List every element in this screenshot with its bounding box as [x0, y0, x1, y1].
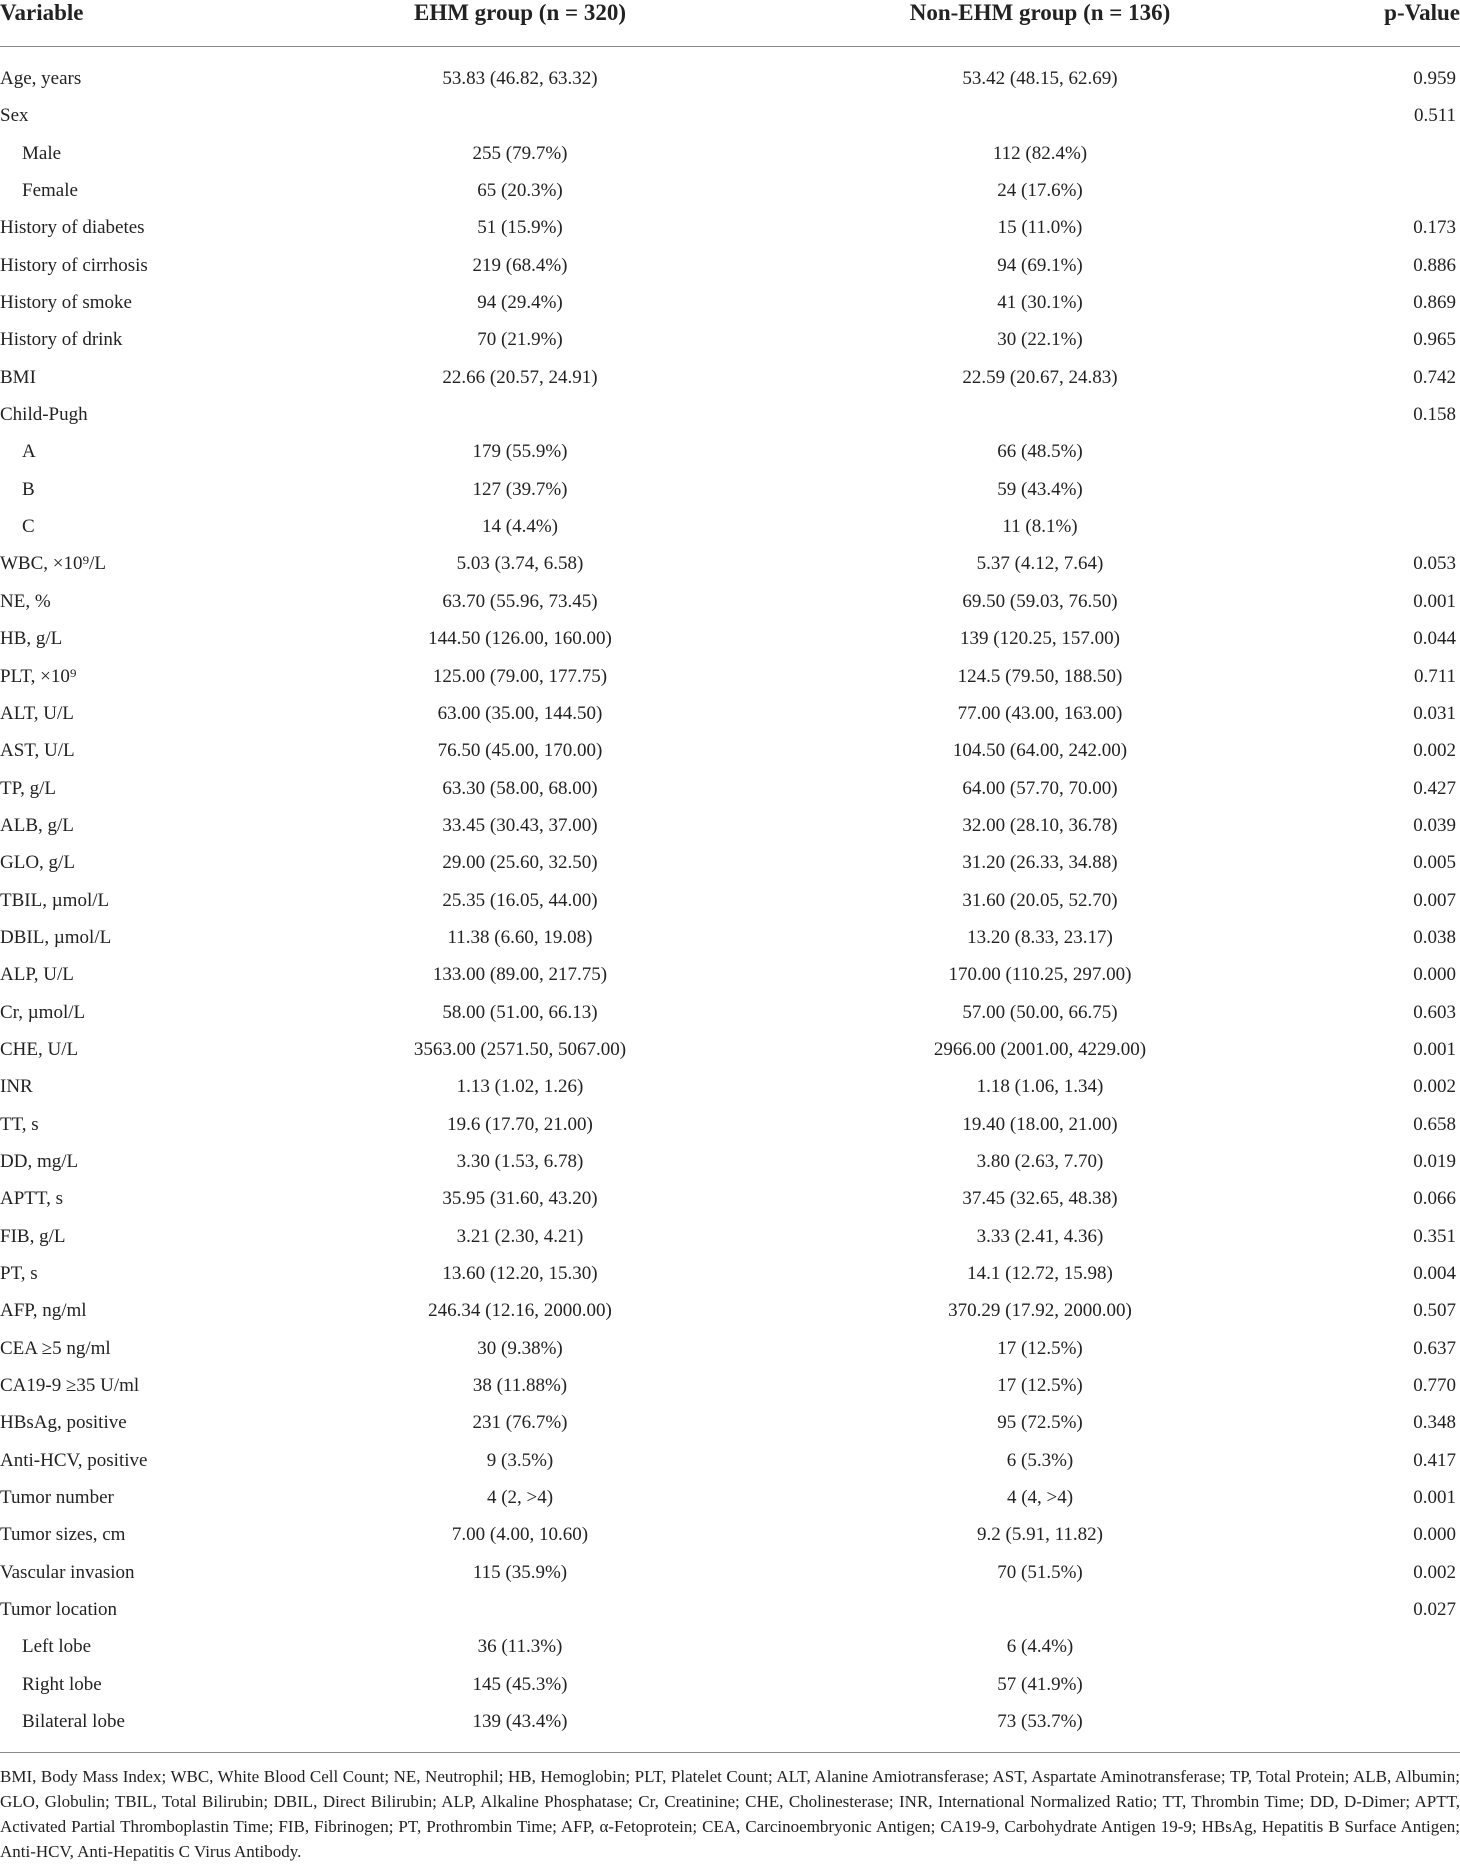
- table-row: [0, 284, 1460, 321]
- row-ehm-value: 255 (79.7%): [472, 142, 568, 164]
- row-variable: AFP, ng/ml: [0, 1300, 87, 1322]
- row-variable: Female: [22, 180, 78, 202]
- row-variable: GLO, g/L: [0, 852, 75, 874]
- table-row: [0, 1031, 1460, 1068]
- row-ehm-value: 144.50 (126.00, 160.00): [428, 628, 612, 650]
- row-ehm-value: 29.00 (25.60, 32.50): [442, 852, 598, 874]
- table-bottom-divider: [0, 1752, 1460, 1753]
- row-variable: B: [22, 478, 35, 500]
- row-ehm-value: 65 (20.3%): [477, 180, 563, 202]
- row-variable: ALT, U/L: [0, 702, 74, 724]
- row-ehm-value: 63.30 (58.00, 68.00): [442, 777, 598, 799]
- row-p-value: 0.417: [1413, 1449, 1456, 1471]
- table-row: [0, 135, 1460, 172]
- row-non-ehm-value: 32.00 (28.10, 36.78): [962, 814, 1118, 836]
- row-ehm-value: 70 (21.9%): [477, 329, 563, 351]
- row-p-value: 0.173: [1413, 217, 1456, 239]
- table-row: [0, 545, 1460, 582]
- row-p-value: 0.348: [1413, 1412, 1456, 1434]
- row-non-ehm-value: 3.33 (2.41, 4.36): [976, 1225, 1104, 1247]
- row-variable: FIB, g/L: [0, 1225, 66, 1247]
- row-non-ehm-value: 37.45 (32.65, 48.38): [962, 1188, 1118, 1210]
- row-variable: BMI: [0, 366, 36, 388]
- header-ehm-group: EHM group (n = 320): [413, 0, 627, 25]
- table-row: [0, 60, 1460, 97]
- row-p-value: 0.658: [1413, 1113, 1456, 1135]
- row-non-ehm-value: 3.80 (2.63, 7.70): [976, 1150, 1104, 1172]
- row-variable: NE, %: [0, 590, 51, 612]
- row-non-ehm-value: 124.5 (79.50, 188.50): [957, 665, 1123, 687]
- table-row: [0, 1703, 1460, 1740]
- table-row: [0, 209, 1460, 246]
- row-ehm-value: 33.45 (30.43, 37.00): [442, 814, 598, 836]
- table-row: [0, 471, 1460, 508]
- row-non-ehm-value: 66 (48.5%): [997, 441, 1083, 463]
- table-row: [0, 247, 1460, 284]
- row-variable: PLT, ×10⁹: [0, 665, 77, 687]
- row-ehm-value: 179 (55.9%): [472, 441, 568, 463]
- row-variable: Child-Pugh: [0, 404, 88, 426]
- row-ehm-value: 53.83 (46.82, 63.32): [442, 68, 598, 89]
- row-ehm-value: 3.30 (1.53, 6.78): [456, 1150, 584, 1172]
- row-variable: History of cirrhosis: [0, 254, 148, 276]
- table-row: [0, 1591, 1460, 1628]
- row-ehm-value: 7.00 (4.00, 10.60): [451, 1524, 589, 1546]
- row-p-value: 0.001: [1413, 1038, 1456, 1060]
- row-p-value: 0.007: [1413, 889, 1456, 911]
- row-ehm-value: 36 (11.3%): [477, 1636, 563, 1658]
- row-variable: A: [22, 441, 36, 463]
- row-variable: C: [22, 516, 35, 538]
- row-non-ehm-value: 73 (53.7%): [997, 1711, 1083, 1733]
- row-ehm-value: 19.6 (17.70, 21.00): [447, 1113, 593, 1135]
- row-variable: Anti-HCV, positive: [0, 1449, 148, 1471]
- row-variable: History of smoke: [0, 292, 132, 314]
- row-ehm-value: 133.00 (89.00, 217.75): [432, 964, 608, 986]
- row-ehm-value: 3.21 (2.30, 4.21): [456, 1225, 584, 1247]
- row-ehm-value: 4 (2, >4): [486, 1487, 554, 1509]
- table-row: [0, 695, 1460, 732]
- header-variable: Variable: [0, 0, 84, 25]
- row-p-value: 0.044: [1413, 628, 1456, 650]
- row-ehm-value: 11.38 (6.60, 19.08): [447, 926, 593, 948]
- row-variable: ALP, U/L: [0, 964, 74, 986]
- row-non-ehm-value: 95 (72.5%): [997, 1412, 1083, 1434]
- row-p-value: 0.158: [1413, 404, 1456, 426]
- row-non-ehm-value: 370.29 (17.92, 2000.00): [948, 1300, 1132, 1322]
- row-p-value: 0.019: [1413, 1150, 1456, 1172]
- row-variable: History of diabetes: [0, 217, 145, 239]
- row-variable: Vascular invasion: [0, 1561, 135, 1583]
- table-row: [0, 1143, 1460, 1180]
- row-variable: AST, U/L: [0, 740, 75, 762]
- row-p-value: 0.603: [1413, 1001, 1456, 1023]
- table-row: [0, 433, 1460, 470]
- row-ehm-value: 246.34 (12.16, 2000.00): [428, 1300, 612, 1322]
- row-non-ehm-value: 41 (30.1%): [997, 292, 1083, 314]
- row-p-value: 0.507: [1413, 1300, 1456, 1322]
- abbreviations-footnote: BMI, Body Mass Index; WBC, White Blood Cell Count; NE, Neutrophil; HB, Hemoglobin; PLT, Platelet Count; ALT, Alanine Amiotransferase; AST, Aspartate Aminotransferase; TP, Total Protein; ALB, Albumin; GLO, Globulin; TBIL, Total Bilirubin; DBIL, Direct Bilirubin; ALP, Alkaline Phosphatase; Cr, Creatinine; CHE, Cholinesterase; INR, International Normalized Ratio; TT, Thrombin Time; DD, D-Dimer; APTT, Activated Partial Thromboplastin Time; FIB, Fibrinogen; PT, Prothrombin Time; AFP, α-Fetoprotein; CEA, Carcinoembryonic Antigen; CA19-9, Carbohydrate Antigen 19-9; HBsAg, Hepatitis B Surface Antigen; Anti-HCV, Anti-Hepatitis C Virus Antibody.: [0, 1767, 1460, 1861]
- row-p-value: 0.742: [1413, 366, 1456, 388]
- table-row: [0, 1442, 1460, 1479]
- row-variable: Male: [22, 142, 62, 164]
- row-ehm-value: 231 (76.7%): [472, 1412, 568, 1434]
- row-non-ehm-value: 6 (5.3%): [1006, 1449, 1074, 1471]
- row-variable: Sex: [0, 105, 29, 127]
- row-ehm-value: 139 (43.4%): [472, 1711, 568, 1733]
- row-non-ehm-value: 2966.00 (2001.00, 4229.00): [933, 1038, 1147, 1060]
- row-p-value: 0.000: [1413, 1524, 1456, 1546]
- table-row: [0, 807, 1460, 844]
- row-non-ehm-value: 69.50 (59.03, 76.50): [962, 590, 1118, 612]
- row-ehm-value: 127 (39.7%): [472, 478, 568, 500]
- row-ehm-value: 5.03 (3.74, 6.58): [456, 553, 584, 575]
- row-non-ehm-value: 30 (22.1%): [997, 329, 1083, 351]
- row-variable: APTT, s: [0, 1188, 63, 1210]
- table-row: [0, 658, 1460, 695]
- row-p-value: 0.039: [1413, 814, 1456, 836]
- row-ehm-value: 13.60 (12.20, 15.30): [442, 1263, 598, 1284]
- row-p-value: 0.005: [1413, 852, 1456, 874]
- row-p-value: 0.965: [1413, 329, 1456, 351]
- row-non-ehm-value: 11 (8.1%): [1002, 516, 1078, 538]
- row-ehm-value: 35.95 (31.60, 43.20): [442, 1188, 598, 1210]
- row-variable: Tumor number: [0, 1487, 114, 1509]
- row-non-ehm-value: 31.60 (20.05, 52.70): [962, 889, 1118, 911]
- row-non-ehm-value: 70 (51.5%): [997, 1561, 1083, 1583]
- row-p-value: 0.511: [1413, 105, 1456, 127]
- row-non-ehm-value: 4 (4, >4): [1006, 1487, 1074, 1509]
- header-p-value: p-Value: [1384, 0, 1460, 25]
- row-non-ehm-value: 31.20 (26.33, 34.88): [962, 852, 1118, 874]
- row-variable: HB, g/L: [0, 628, 63, 650]
- row-variable: History of drink: [0, 329, 123, 351]
- header-non-ehm-group: Non-EHM group (n = 136): [909, 0, 1171, 25]
- row-ehm-value: 1.13 (1.02, 1.26): [456, 1076, 584, 1098]
- row-non-ehm-value: 5.37 (4.12, 7.64): [976, 553, 1104, 575]
- row-non-ehm-value: 64.00 (57.70, 70.00): [962, 777, 1118, 799]
- row-ehm-value: 3563.00 (2571.50, 5067.00): [413, 1038, 627, 1060]
- row-ehm-value: 94 (29.4%): [477, 292, 563, 314]
- table-row: [0, 919, 1460, 956]
- row-non-ehm-value: 15 (11.0%): [997, 217, 1083, 239]
- row-non-ehm-value: 22.59 (20.67, 24.83): [962, 366, 1118, 388]
- row-variable: CA19-9 ≥35 U/ml: [0, 1375, 140, 1397]
- row-variable: WBC, ×10⁹/L: [0, 553, 107, 575]
- row-non-ehm-value: 94 (69.1%): [997, 254, 1083, 276]
- row-ehm-value: 58.00 (51.00, 66.13): [442, 1001, 598, 1023]
- table-row: [0, 1068, 1460, 1105]
- row-variable: Age, years: [0, 68, 82, 89]
- table-row: [0, 508, 1460, 545]
- row-ehm-value: 76.50 (45.00, 170.00): [437, 740, 603, 762]
- table-row: [0, 770, 1460, 807]
- row-p-value: 0.004: [1413, 1263, 1456, 1284]
- row-non-ehm-value: 24 (17.6%): [997, 180, 1083, 202]
- row-ehm-value: 14 (4.4%): [482, 516, 558, 538]
- table-row: [0, 1666, 1460, 1703]
- row-p-value: 0.427: [1413, 777, 1456, 799]
- row-non-ehm-value: 14.1 (12.72, 15.98): [967, 1263, 1113, 1284]
- row-p-value: 0.002: [1413, 1561, 1456, 1583]
- table-row: [0, 321, 1460, 358]
- row-ehm-value: 38 (11.88%): [472, 1375, 568, 1397]
- table-row: [0, 732, 1460, 769]
- row-ehm-value: 145 (45.3%): [472, 1673, 568, 1695]
- table-row: [0, 1367, 1460, 1404]
- row-p-value: 0.637: [1413, 1337, 1456, 1359]
- row-p-value: 0.002: [1413, 740, 1456, 762]
- row-non-ehm-value: 17 (12.5%): [997, 1337, 1083, 1359]
- table-row: [0, 994, 1460, 1031]
- row-p-value: 0.031: [1413, 702, 1456, 724]
- table-row: [0, 1292, 1460, 1329]
- table-row: [0, 844, 1460, 881]
- row-non-ehm-value: 170.00 (110.25, 297.00): [948, 964, 1132, 986]
- row-p-value: 0.711: [1413, 665, 1456, 687]
- row-p-value: 0.066: [1413, 1188, 1456, 1210]
- table-row: [0, 583, 1460, 620]
- table-row: [0, 1628, 1460, 1665]
- row-p-value: 0.027: [1413, 1599, 1456, 1621]
- row-ehm-value: 25.35 (16.05, 44.00): [442, 889, 598, 911]
- row-non-ehm-value: 77.00 (43.00, 163.00): [957, 702, 1123, 724]
- table-row: [0, 172, 1460, 209]
- row-ehm-value: 63.70 (55.96, 73.45): [442, 590, 598, 612]
- table-header: [0, 0, 1460, 44]
- row-non-ehm-value: 1.18 (1.06, 1.34): [976, 1076, 1104, 1098]
- row-non-ehm-value: 9.2 (5.91, 11.82): [977, 1524, 1103, 1546]
- table-row: [0, 956, 1460, 993]
- row-non-ehm-value: 112 (82.4%): [992, 142, 1088, 164]
- row-variable: Bilateral lobe: [22, 1711, 125, 1733]
- row-variable: TT, s: [0, 1113, 39, 1135]
- table-row: [0, 1479, 1460, 1516]
- row-ehm-value: 115 (35.9%): [472, 1561, 568, 1583]
- row-non-ehm-value: 59 (43.4%): [997, 478, 1083, 500]
- row-p-value: 0.886: [1413, 254, 1456, 276]
- row-non-ehm-value: 53.42 (48.15, 62.69): [962, 68, 1118, 89]
- row-non-ehm-value: 57 (41.9%): [997, 1673, 1083, 1695]
- row-variable: CHE, U/L: [0, 1038, 79, 1060]
- table-row: [0, 1106, 1460, 1143]
- row-variable: PT, s: [0, 1263, 38, 1284]
- table-row: [0, 1516, 1460, 1553]
- table-row: [0, 620, 1460, 657]
- row-variable: Tumor location: [0, 1599, 117, 1621]
- row-p-value: 0.351: [1413, 1225, 1456, 1247]
- row-variable: HBsAg, positive: [0, 1412, 127, 1434]
- row-p-value: 0.869: [1413, 292, 1456, 314]
- row-p-value: 0.053: [1413, 553, 1456, 575]
- row-p-value: 0.770: [1413, 1375, 1456, 1397]
- table-row: [0, 359, 1460, 396]
- row-ehm-value: 63.00 (35.00, 144.50): [437, 702, 603, 724]
- row-non-ehm-value: 57.00 (50.00, 66.75): [962, 1001, 1118, 1023]
- table-row: [0, 1554, 1460, 1591]
- table-body: [0, 60, 1460, 1740]
- row-variable: Cr, µmol/L: [0, 1001, 86, 1023]
- table-row: [0, 97, 1460, 134]
- row-non-ehm-value: 13.20 (8.33, 23.17): [967, 926, 1113, 948]
- row-variable: TP, g/L: [0, 777, 56, 799]
- row-variable: Tumor sizes, cm: [0, 1524, 126, 1546]
- row-ehm-value: 219 (68.4%): [472, 254, 568, 276]
- row-ehm-value: 9 (3.5%): [486, 1449, 554, 1471]
- row-variable: DD, mg/L: [0, 1150, 79, 1172]
- table-row: [0, 1255, 1460, 1292]
- table-row: [0, 882, 1460, 919]
- row-variable: ALB, g/L: [0, 814, 74, 836]
- row-p-value: 0.001: [1413, 1487, 1456, 1509]
- row-p-value: 0.001: [1413, 590, 1456, 612]
- row-ehm-value: 51 (15.9%): [477, 217, 563, 239]
- row-p-value: 0.002: [1413, 1076, 1456, 1098]
- header-divider: [0, 46, 1460, 47]
- table-row: [0, 1180, 1460, 1217]
- table-row: [0, 1404, 1460, 1441]
- row-ehm-value: 22.66 (20.57, 24.91): [442, 366, 598, 388]
- row-variable: Right lobe: [22, 1673, 102, 1695]
- row-non-ehm-value: 104.50 (64.00, 242.00): [952, 740, 1128, 762]
- row-p-value: 0.038: [1413, 926, 1456, 948]
- table-row: [0, 1218, 1460, 1255]
- row-p-value: 0.000: [1413, 964, 1456, 986]
- row-variable: INR: [0, 1076, 33, 1098]
- row-ehm-value: 125.00 (79.00, 177.75): [432, 665, 608, 687]
- row-ehm-value: 30 (9.38%): [477, 1337, 563, 1359]
- row-non-ehm-value: 6 (4.4%): [1006, 1636, 1074, 1658]
- row-non-ehm-value: 139 (120.25, 157.00): [960, 628, 1120, 650]
- table-row: [0, 1330, 1460, 1367]
- row-variable: TBIL, µmol/L: [0, 889, 110, 911]
- row-non-ehm-value: 17 (12.5%): [997, 1375, 1083, 1397]
- row-variable: Left lobe: [22, 1636, 92, 1658]
- row-non-ehm-value: 19.40 (18.00, 21.00): [962, 1113, 1118, 1135]
- row-variable: CEA ≥5 ng/ml: [0, 1337, 111, 1359]
- row-variable: DBIL, µmol/L: [0, 926, 112, 948]
- row-p-value: 0.959: [1413, 68, 1456, 89]
- table-row: [0, 396, 1460, 433]
